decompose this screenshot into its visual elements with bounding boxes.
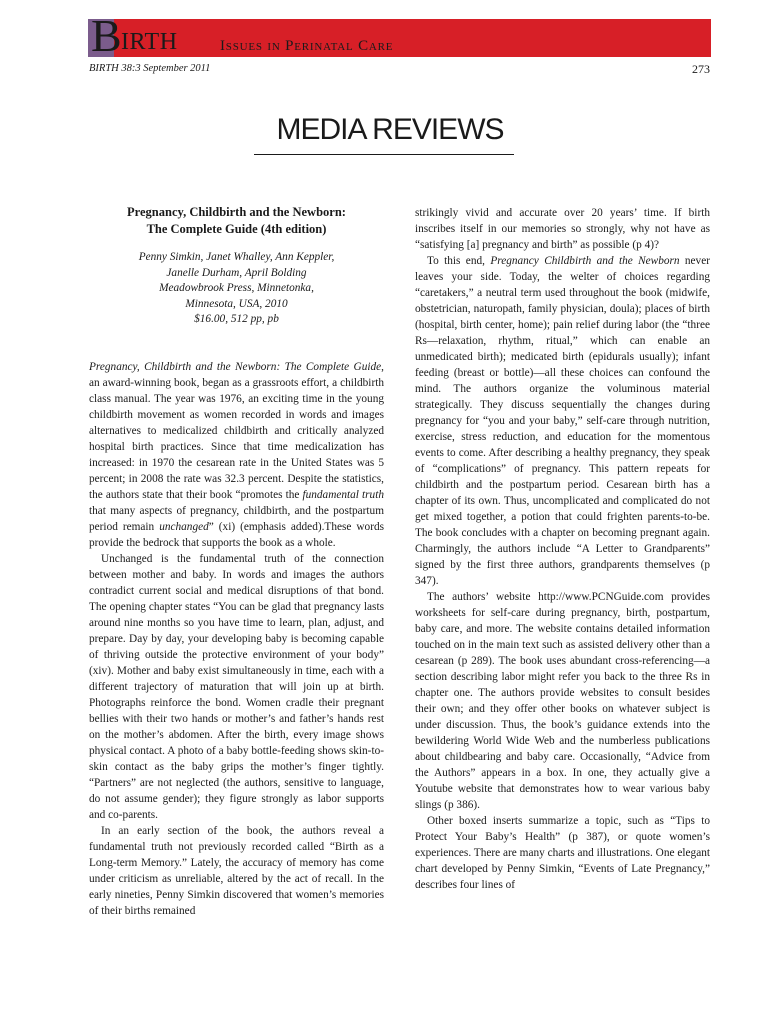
book-publisher: Minnesota, USA, 2010 xyxy=(185,297,288,310)
section-title-rule xyxy=(254,154,514,155)
italic-book-title: Pregnancy, Childbirth and the Newborn: The Complete Guide xyxy=(89,360,382,373)
paragraph-text: that many aspects of pregnancy, childbirth, and the postpartum period remain xyxy=(89,504,384,533)
section-title: MEDIA REVIEWS xyxy=(276,113,504,146)
body-paragraph: Unchanged is the fundamental truth of the connection between mother and baby. In words and images the authors contradict current social and medical disruptions of that bond. The opening chapter states “You can be glad that pregnancy lasts around nine months so you have time to learn, plan, adjust, and prepare. Day by day, your developing baby is becoming capable of thriving outside the protective environment of your body” (xiv). Mother and baby exist simultaneously in time, each with a different trajectory of maturation that will join up at birth. Photographs reinforce the bond. Women cradle their pregnant bellies with their two hands or mother’s and father’s hands rest on the mother’s abdomen. After the birth, every image shows physical contact. A photo of a baby bottle-feeding shows skin-to-skin contact as the baby grips the mother’s finger tightly. “Partners” are not neglected (the authors, sensitive to language, do not assume gender); they figure strongly as labor supports and co-parents. xyxy=(89,552,384,821)
body-paragraph xyxy=(415,253,710,589)
book-publisher: Meadowbrook Press, Minnetonka, xyxy=(159,282,314,294)
italic-book-title: Pregnancy Childbirth and the Newborn xyxy=(490,255,680,267)
body-paragraph xyxy=(89,359,384,551)
italic-emphasis: unchanged xyxy=(159,520,209,533)
body-paragraph: Other boxed inserts summarize a topic, such as “Tips to Protect Your Baby’s Health” (p 387), or quote women’s experiences. There are many charts and illustrations. One elegant chart developed by Penny Simkin, “Events of Late Pregnancy,” describes four lines of xyxy=(415,815,710,891)
left-column xyxy=(89,204,384,919)
right-column xyxy=(415,205,710,893)
book-authors: Penny Simkin, Janet Whalley, Ann Keppler, xyxy=(138,251,335,263)
book-title-line: The Complete Guide (4th edition) xyxy=(146,221,327,236)
book-metadata xyxy=(89,250,384,328)
italic-emphasis: fundamental truth xyxy=(302,488,384,501)
journal-logo-name: IRTH xyxy=(121,29,178,55)
book-title xyxy=(89,204,384,237)
book-title-line: Pregnancy, Childbirth and the Newborn: xyxy=(127,205,346,219)
page-number: 273 xyxy=(692,62,710,76)
book-price: $16.00, 512 pp, pb xyxy=(194,313,279,325)
body-paragraph: In an early section of the book, the authors reveal a fundamental truth not previously recorded called “Birth as a Long-term Memory.” Lately, the accuracy of memory has come under criticism as unreliable, altered by the act of recall. In the early nineties, Penny Simkin discovered that women’s memories of their births remained xyxy=(89,824,384,917)
paragraph-text: , an award-winning book, began as a grassroots effort, a childbirth class manual. The year was 1976, an exciting time in the young childbirth movement as women recorded in words and images alternatives to medicalized childbirth and critically analyzed hospital birth practices. Since that time medicalization has increased: in 1970 the cesarean rate in the United States was 5 percent; in 2008 the rate was 32.3 percent. Despite the statistics, the authors state that their book “promotes the xyxy=(89,360,384,501)
journal-citation: BIRTH 38:3 September 2011 xyxy=(89,63,211,74)
paragraph-text: To this end, xyxy=(427,255,491,267)
body-paragraph: strikingly vivid and accurate over 20 years’ time. If birth inscribes itself in our memories so strongly, why not have as “satisfying [a] pregnancy and birth” as possible (p 4)? xyxy=(415,207,710,251)
paragraph-text: never leaves your side. Today, the welter of choices regarding “caretakers,” a neutral term used throughout the book (midwife, obstetrician, naturopath, family physician, doula); places of birth (hospital, birth center, home); pain relief during labor (the “three Rs—relaxation, rhythm, ritual,” which can enable an unmedicated birth); medicated birth (epidurals usually); infant feeding (breast or bottle)—all these choices can confound the mind. The authors organize the voluminous material strategically. They discuss sequentially the changes during pregnancy for “you and your baby,” self-care through nutrition, exercise, stress reduction, and education for the momentous events to come. After describing a healthy pregnancy, they speak of “complications” of pregnancy. This pattern repeats for childbirth and the postpartum period. Cesarean birth has a chapter of its own. Thus, uncomplicated and complicated do not get mixed together, a potion that could frighten parents-to-be. The book concludes with a chapter on becoming pregnant again. Charmingly, the authors include “A Letter to Grandparents” signed by the first three authors, grandparents themselves (p 347). xyxy=(415,255,710,587)
journal-logo-initial: B xyxy=(91,10,122,61)
journal-tagline: Issues in Perinatal Care xyxy=(220,38,394,54)
paragraph-text: ” (xi) (emphasis added).These words provide the bedrock that supports the book as a whole. xyxy=(89,520,385,549)
journal-header-bar xyxy=(88,19,711,57)
book-authors: Janelle Durham, April Bolding xyxy=(166,266,307,279)
body-paragraph: The authors’ website http://www.PCNGuide.com provides worksheets for self-care during pregnancy, birth, postpartum, baby care, and more. The website contains detailed information touched on in the main text such as assisted delivery other than a cesarean (p 289). The book uses abundant cross-referencing—a section describing labor might refer you back to the three Rs in chapter one. The authors provide websites to consult besides their own; and they offer other books on whatever subject is under discussion. Thus, the book’s guidance extends into the bewildering World Wide Web and the numberless publications about childbearing and baby care. Occasionally, “Advice from the Authors” appears in a box. In one, they actually give a Youtube website that demonstrates how to wear various baby slings (p 386). xyxy=(415,591,710,811)
